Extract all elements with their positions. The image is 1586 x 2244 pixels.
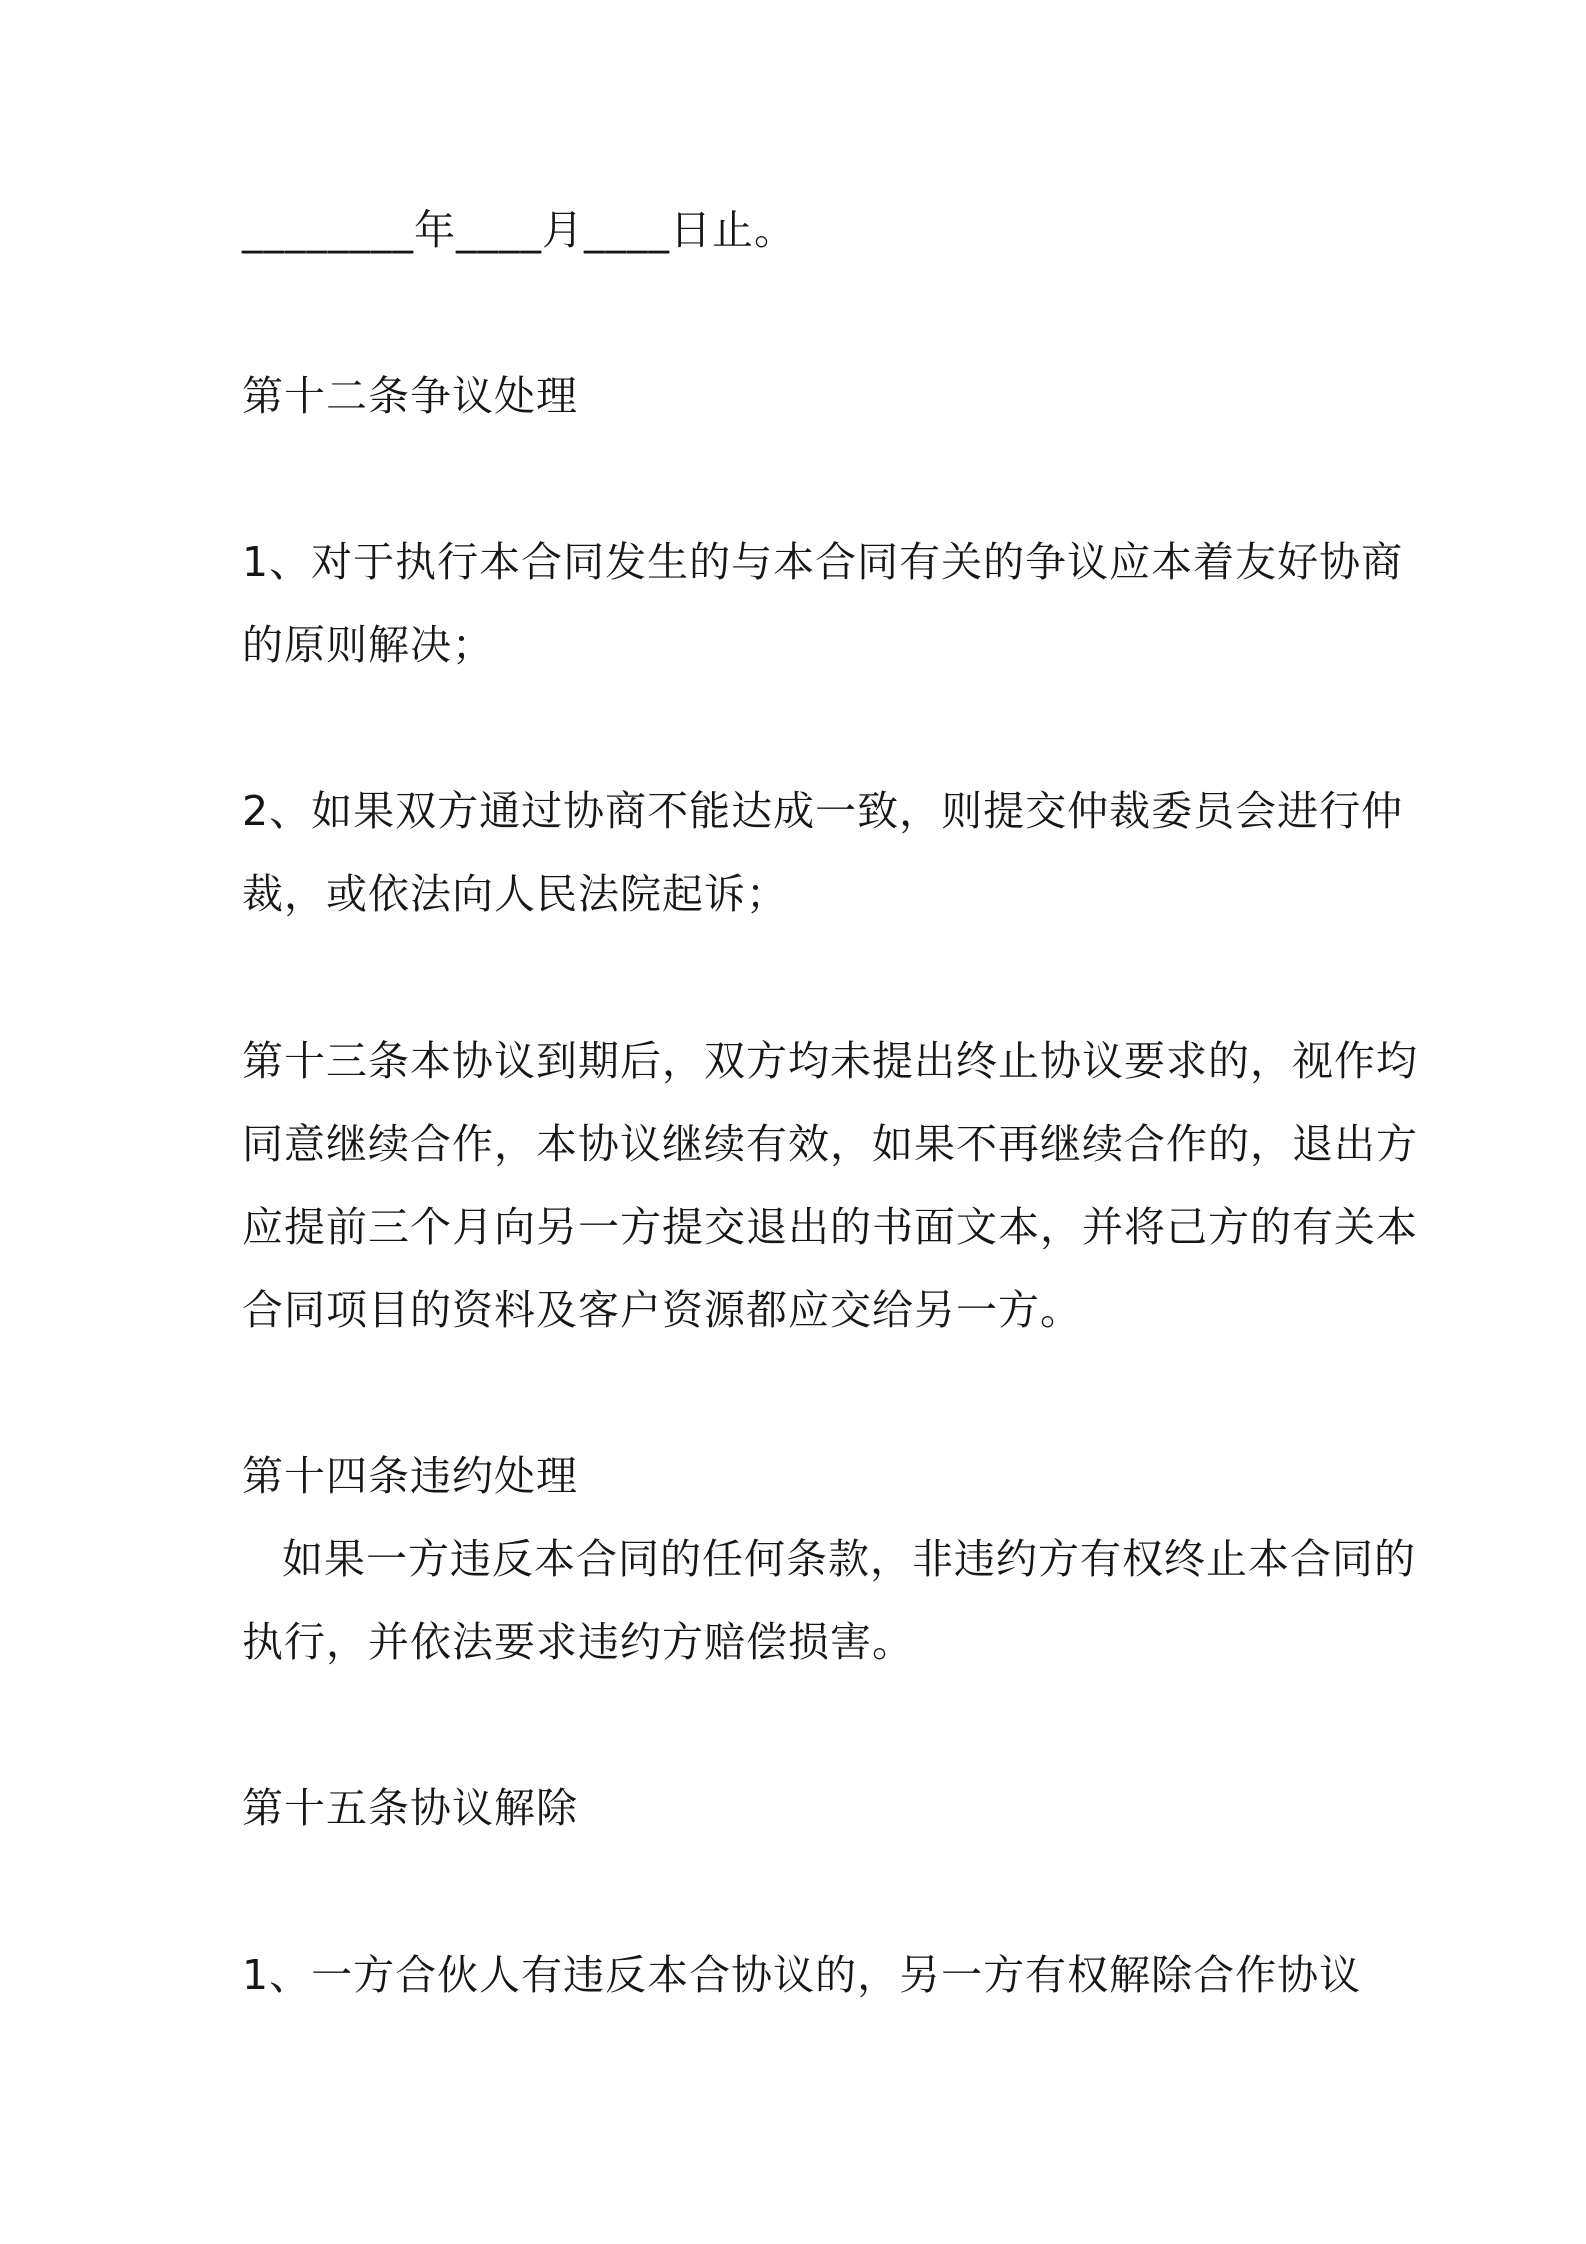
article-14-body-line-2: 执行，并依法要求违约方赔偿损害。 (242, 1618, 914, 1666)
article-13-line-3: 应提前三个月向另一方提交退出的书面文本，并将己方的有关本 (242, 1203, 1418, 1251)
article-12-clause-2-line-1: 2、如果双方通过协商不能达成一致，则提交仲裁委员会进行仲 (242, 787, 1404, 835)
article-15-heading: 第十五条协议解除 (242, 1784, 578, 1832)
article-12-clause-1-line-2: 的原则解决； (242, 621, 494, 669)
article-12-clause-1-line-1: 1、对于执行本合同发生的与本合同有关的争议应本着友好协商 (242, 538, 1404, 586)
article-13-line-2: 同意继续合作，本协议继续有效，如果不再继续合作的，退出方 (242, 1120, 1418, 1168)
article-15-clause-1-line-1: 1、一方合伙人有违反本合协议的，另一方有权解除合作协议 (242, 1951, 1362, 1999)
term-end-date-line: ________年____月____日止。 (242, 206, 796, 254)
article-12-clause-2-line-2: 裁，或依法向人民法院起诉； (242, 870, 788, 918)
article-12-heading: 第十二条争议处理 (242, 372, 578, 420)
article-13-line-4: 合同项目的资料及客户资源都应交给另一方。 (242, 1286, 1082, 1334)
article-14-heading: 第十四条违约处理 (242, 1452, 578, 1500)
article-14-body-line-1: 如果一方违反本合同的任何条款，非违约方有权终止本合同的 (282, 1535, 1416, 1583)
article-13-line-1: 第十三条本协议到期后，双方均未提出终止协议要求的，视作均 (242, 1037, 1418, 1085)
